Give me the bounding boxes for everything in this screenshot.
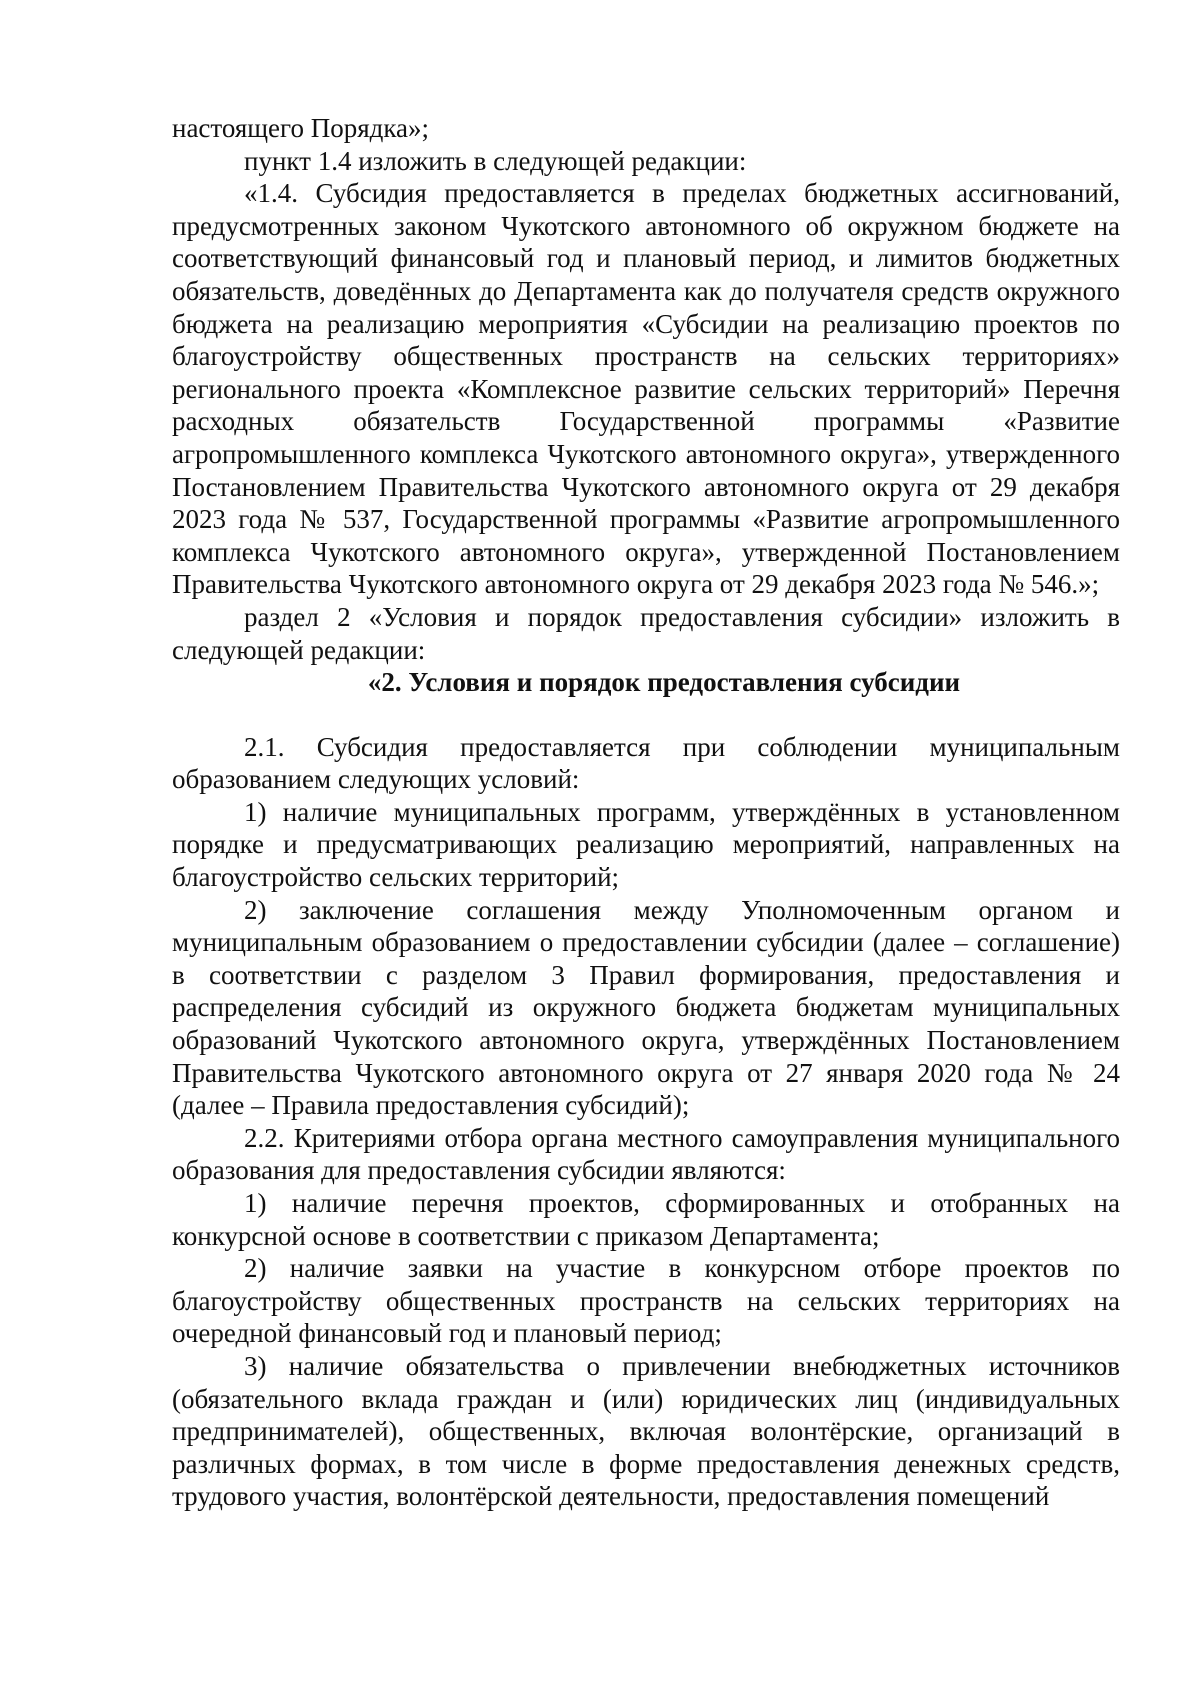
paragraph-clause-2-1-item-1: 1) наличие муниципальных программ, утверждённых в установленном порядке и предусматривающих реализацию мероприятий, направленных на благоустройство сельских территорий; [172, 796, 1120, 893]
paragraph-clause-2-1: 2.1. Субсидия предоставляется при соблюдении муниципальным образованием следующих условий: [172, 731, 1120, 795]
paragraph-amend-section-2: раздел 2 «Условия и порядок предоставления субсидии» изложить в следующей редакции: [172, 601, 1120, 665]
paragraph-clause-2-2-item-2: 2) наличие заявки на участие в конкурсном отборе проектов по благоустройству общественных пространств на сельских территориях на очередной финансовый год и плановый период; [172, 1253, 1120, 1349]
section-heading: «2. Условия и порядок предоставления субсидии [367, 667, 961, 698]
paragraph-clause-2-2: 2.2. Критериями отбора органа местного самоуправления муниципального образования для предоставления субсидии являются: [172, 1122, 1120, 1186]
paragraph-clause-1-4: «1.4. Субсидия предоставляется в пределах бюджетных ассигнований, предусмотренных законом Чукотского автономного об окружном бюджете на соответствующий финансовый год и плановый период, и лимитов бюджетных обязательств, доведённых до Департамента как до получателя средств окружного бюджета на реализацию мероприятия «Субсидии на реализацию проектов по благоустройству общественных пространств на сельских территориях» регионального проекта «Комплексное развитие сельских территорий» Перечня расходных обязательств Государственной программы «Развитие агропромышленного комплекса Чукотского автономного округа», утвержденного Постановлением Правительства Чукотского автономного округа от 29 декабря 2023 года № 537, Государственной программы «Развитие агропромышленного комплекса Чукотского автономного округа», утвержденной Постановлением Правительства Чукотского автономного округа от 29 декабря 2023 года № 546.»; [172, 178, 1120, 600]
paragraph-clause-2-2-item-3: 3) наличие обязательства о привлечении внебюджетных источников (обязательного вклада граждан и (или) юридических лиц (индивидуальных предпринимателей), общественных, включая волонтёрские, организаций в различных формах, в том числе в форме предоставления денежных средств, трудового участия, волонтёрской деятельности, предоставления помещений [172, 1350, 1120, 1512]
document-page [172, 112, 1120, 1513]
paragraph-continuation: настоящего Порядка»; [172, 113, 430, 143]
paragraph-clause-2-1-item-2: 2) заключение соглашения между Уполномоченным органом и муниципальным образованием о предоставлении субсидии (далее – соглашение) в соответствии с разделом 3 Правил формирования, предоставления и распределения субсидий из окружного бюджета бюджетам муниципальных образований Чукотского автономного округа, утверждённых Постановлением Правительства Чукотского автономного округа от 27 января 2020 года № 24 (далее – Правила предоставления субсидий); [172, 894, 1120, 1121]
spacer [172, 699, 1120, 731]
paragraph-amend-1-4: пункт 1.4 изложить в следующей редакции: [244, 145, 747, 176]
paragraph-clause-2-2-item-1: 1) наличие перечня проектов, сформированных и отобранных на конкурсной основе в соответствии с приказом Департамента; [172, 1188, 1120, 1251]
